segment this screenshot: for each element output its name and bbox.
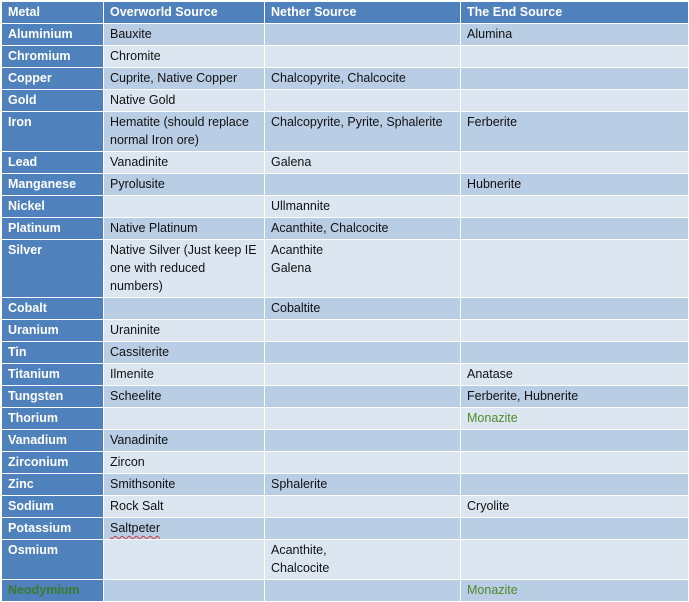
table-row: [2, 386, 689, 408]
overworld-source-cell-text: Uraninite: [110, 323, 161, 337]
nether-source-cell: [265, 430, 461, 452]
nether-source-cell: [265, 452, 461, 474]
table-row: [2, 218, 689, 240]
table-row: [2, 240, 689, 298]
overworld-source-cell: [104, 320, 265, 342]
nether-source-cell: [265, 540, 461, 580]
end-source-cell-text: Monazite: [467, 411, 518, 425]
metal-cell-text: Zinc: [8, 477, 34, 491]
end-source-cell: [461, 112, 689, 152]
ore-source-table: [1, 1, 689, 602]
metal-cell-text: Vanadium: [8, 433, 68, 447]
end-source-cell: [461, 474, 689, 496]
end-source-cell: [461, 342, 689, 364]
metal-cell-text: Tin: [8, 345, 27, 359]
table-row: [2, 364, 689, 386]
table-row: [2, 46, 689, 68]
metal-cell-text: Silver: [8, 243, 43, 257]
header-end-source: The End Source: [461, 2, 689, 24]
overworld-source-cell: [104, 474, 265, 496]
nether-source-cell-text: Acanthite, Chalcocite: [271, 543, 330, 575]
metal-cell: [2, 152, 104, 174]
overworld-source-cell-text: Saltpeter: [110, 521, 161, 535]
nether-source-cell: [265, 68, 461, 90]
end-source-cell: [461, 452, 689, 474]
overworld-source-cell: [104, 90, 265, 112]
nether-source-cell-text: Sphalerite: [271, 477, 328, 491]
metal-cell-text: Iron: [8, 115, 32, 129]
end-source-cell: [461, 540, 689, 580]
overworld-source-cell-text: Hematite (should replace normal Iron ore): [110, 115, 249, 147]
overworld-source-cell-text: Rock Salt: [110, 499, 164, 513]
overworld-source-cell: [104, 24, 265, 46]
end-source-cell-text: Monazite: [467, 583, 518, 597]
overworld-source-cell-text: Cassiterite: [110, 345, 170, 359]
nether-source-cell: [265, 24, 461, 46]
table-row: [2, 196, 689, 218]
nether-source-cell: [265, 46, 461, 68]
metal-cell: [2, 90, 104, 112]
overworld-source-cell: [104, 298, 265, 320]
metal-cell-text: Zirconium: [8, 455, 69, 469]
end-source-cell-text: Anatase: [467, 367, 513, 381]
end-source-cell: [461, 364, 689, 386]
metal-cell: [2, 218, 104, 240]
metal-cell: [2, 496, 104, 518]
metal-cell: [2, 386, 104, 408]
table-row: [2, 408, 689, 430]
overworld-source-cell-text: Native Gold: [110, 93, 176, 107]
table-row: [2, 112, 689, 152]
end-source-cell-text: Ferberite: [467, 115, 518, 129]
nether-source-cell: [265, 112, 461, 152]
nether-source-cell: [265, 174, 461, 196]
header-row: [2, 2, 689, 24]
overworld-source-cell: [104, 46, 265, 68]
metal-cell-text: Titanium: [8, 367, 60, 381]
overworld-source-cell-text: Native Platinum: [110, 221, 198, 235]
table-row: [2, 518, 689, 540]
end-source-cell: [461, 68, 689, 90]
overworld-source-cell: [104, 68, 265, 90]
nether-source-cell: [265, 218, 461, 240]
metal-cell: [2, 112, 104, 152]
metal-cell-text: Manganese: [8, 177, 77, 191]
metal-cell-text: Gold: [8, 93, 37, 107]
metal-cell: [2, 24, 104, 46]
table-row: [2, 474, 689, 496]
nether-source-cell: [265, 298, 461, 320]
overworld-source-cell: [104, 112, 265, 152]
overworld-source-cell-text: Cuprite, Native Copper: [110, 71, 238, 85]
metal-cell: [2, 430, 104, 452]
nether-source-cell: [265, 90, 461, 112]
table-row: [2, 580, 689, 602]
metal-cell: [2, 452, 104, 474]
header-metal: Metal: [2, 2, 104, 24]
overworld-source-cell: [104, 152, 265, 174]
nether-source-cell: [265, 518, 461, 540]
metal-cell-text: Lead: [8, 155, 38, 169]
metal-cell: [2, 320, 104, 342]
nether-source-cell-text: Chalcopyrite, Chalcocite: [271, 71, 406, 85]
metal-cell-text: Osmium: [8, 543, 59, 557]
table-row: [2, 320, 689, 342]
table-body: [2, 24, 689, 602]
overworld-source-cell: [104, 386, 265, 408]
metal-cell-text: Copper: [8, 71, 52, 85]
nether-source-cell-text: Galena: [271, 155, 312, 169]
metal-cell: [2, 364, 104, 386]
overworld-source-cell-text: Bauxite: [110, 27, 152, 41]
end-source-cell: [461, 496, 689, 518]
overworld-source-cell: [104, 408, 265, 430]
overworld-source-cell: [104, 580, 265, 602]
end-source-cell: [461, 408, 689, 430]
metal-cell: [2, 342, 104, 364]
table-row: [2, 452, 689, 474]
overworld-source-cell: [104, 196, 265, 218]
metal-cell-text: Nickel: [8, 199, 45, 213]
end-source-cell: [461, 174, 689, 196]
metal-cell-text: Platinum: [8, 221, 61, 235]
end-source-cell-text: Ferberite, Hubnerite: [467, 389, 579, 403]
overworld-source-cell: [104, 342, 265, 364]
overworld-source-cell-text: Pyrolusite: [110, 177, 165, 191]
end-source-cell: [461, 24, 689, 46]
overworld-source-cell: [104, 518, 265, 540]
metal-cell-text: Potassium: [8, 521, 72, 535]
metal-cell-text: Chromium: [8, 49, 71, 63]
end-source-cell: [461, 580, 689, 602]
overworld-source-cell: [104, 364, 265, 386]
end-source-cell-text: Cryolite: [467, 499, 510, 513]
end-source-cell: [461, 518, 689, 540]
metal-cell: [2, 474, 104, 496]
end-source-cell: [461, 430, 689, 452]
table-row: [2, 68, 689, 90]
metal-cell-text: Thorium: [8, 411, 58, 425]
metal-cell: [2, 46, 104, 68]
nether-source-cell: [265, 196, 461, 218]
metal-cell: [2, 408, 104, 430]
end-source-cell: [461, 152, 689, 174]
metal-cell-text: Tungsten: [8, 389, 64, 403]
metal-cell-text: Aluminium: [8, 27, 73, 41]
nether-source-cell: [265, 342, 461, 364]
overworld-source-cell-text: Ilmenite: [110, 367, 154, 381]
table-row: [2, 430, 689, 452]
nether-source-cell-text: Acanthite Galena: [271, 243, 324, 275]
metal-cell: [2, 580, 104, 602]
table-row: [2, 342, 689, 364]
end-source-cell: [461, 240, 689, 298]
nether-source-cell: [265, 320, 461, 342]
metal-cell-text: Sodium: [8, 499, 54, 513]
nether-source-cell: [265, 240, 461, 298]
metal-cell: [2, 68, 104, 90]
metal-cell: [2, 174, 104, 196]
nether-source-cell-text: Chalcopyrite, Pyrite, Sphalerite: [271, 115, 443, 129]
end-source-cell: [461, 298, 689, 320]
overworld-source-cell-text: Chromite: [110, 49, 161, 63]
overworld-source-cell: [104, 430, 265, 452]
metal-cell: [2, 540, 104, 580]
end-source-cell-text: Hubnerite: [467, 177, 522, 191]
end-source-cell: [461, 46, 689, 68]
nether-source-cell: [265, 152, 461, 174]
table-row: [2, 152, 689, 174]
header-nether-source: Nether Source: [265, 2, 461, 24]
table-row: [2, 24, 689, 46]
overworld-source-cell: [104, 540, 265, 580]
end-source-cell: [461, 320, 689, 342]
nether-source-cell: [265, 580, 461, 602]
overworld-source-cell: [104, 218, 265, 240]
end-source-cell-text: Alumina: [467, 27, 513, 41]
end-source-cell: [461, 196, 689, 218]
end-source-cell: [461, 218, 689, 240]
nether-source-cell: [265, 496, 461, 518]
nether-source-cell-text: Acanthite, Chalcocite: [271, 221, 389, 235]
overworld-source-cell-text: Vanadinite: [110, 433, 169, 447]
table-row: [2, 298, 689, 320]
table-row: [2, 174, 689, 196]
nether-source-cell: [265, 364, 461, 386]
metal-cell: [2, 240, 104, 298]
overworld-source-cell-text: Smithsonite: [110, 477, 176, 491]
end-source-cell: [461, 386, 689, 408]
metal-cell-text: Cobalt: [8, 301, 47, 315]
overworld-source-cell: [104, 496, 265, 518]
metal-cell-text: Neodymium: [8, 583, 80, 597]
table-row: [2, 90, 689, 112]
overworld-source-cell-text: Zircon: [110, 455, 145, 469]
overworld-source-cell: [104, 240, 265, 298]
table-row: [2, 540, 689, 580]
end-source-cell: [461, 90, 689, 112]
overworld-source-cell-text: Vanadinite: [110, 155, 169, 169]
metal-cell-text: Uranium: [8, 323, 59, 337]
overworld-source-cell: [104, 452, 265, 474]
metal-cell: [2, 196, 104, 218]
header-overworld-source: Overworld Source: [104, 2, 265, 24]
nether-source-cell: [265, 474, 461, 496]
overworld-source-cell-text: Scheelite: [110, 389, 162, 403]
overworld-source-cell: [104, 174, 265, 196]
nether-source-cell-text: Cobaltite: [271, 301, 321, 315]
nether-source-cell-text: Ullmannite: [271, 199, 331, 213]
metal-cell: [2, 298, 104, 320]
nether-source-cell: [265, 386, 461, 408]
nether-source-cell: [265, 408, 461, 430]
table-row: [2, 496, 689, 518]
metal-cell: [2, 518, 104, 540]
overworld-source-cell-text: Native Silver (Just keep IE one with reduced numbers): [110, 243, 257, 293]
